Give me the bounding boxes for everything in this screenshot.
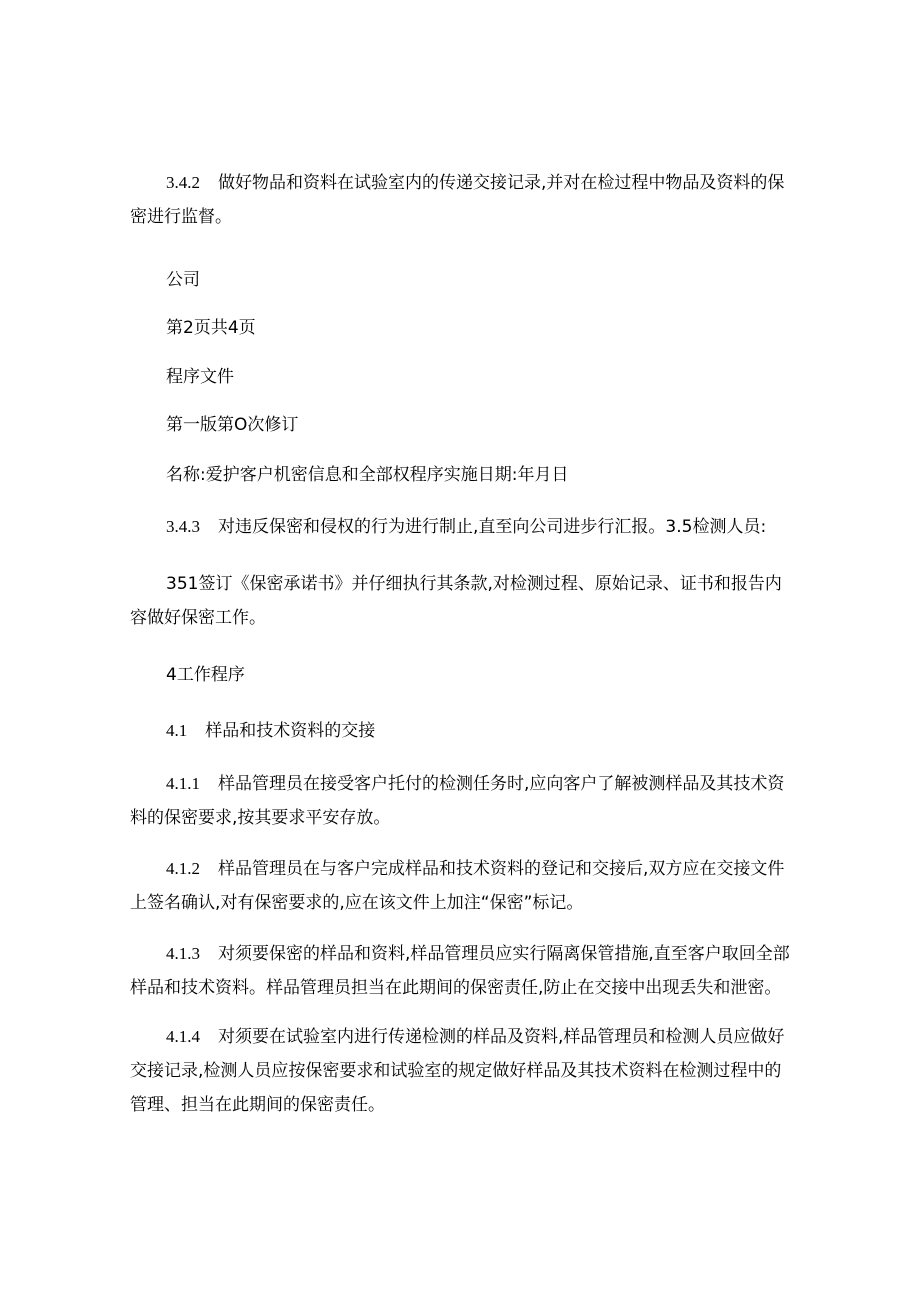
heading-4-1 xyxy=(130,714,790,748)
paragraph-text: 对须要保密的样品和资料,样品管理员应实行隔离保管措施,直至客户取回全部样品和技术资料。样品管理员担当在此期间的保密责任,防止在交接中出现丢失和泄密。 xyxy=(130,944,790,998)
paragraph-text: 4工作程序 xyxy=(166,665,245,685)
paragraph-text: 351签订《保密承诺书》并仔细执行其条款,对检测过程、原始记录、证书和报告内容做好保密工作。 xyxy=(130,574,782,628)
paragraph-3-5-1 xyxy=(130,567,790,635)
paragraph-text: 对违反保密和侵权的行为进行制止,直至向公司进步行汇报。3.5检测人员: xyxy=(218,517,767,537)
paragraph-text: 程序文件 xyxy=(166,367,234,387)
paragraph-4-1-1 xyxy=(130,767,790,835)
section-number: 4.1.4 xyxy=(166,1027,200,1046)
paragraph-text: 样品管理员在接受客户托付的检测任务时,应向客户了解被测样品及其技术资料的保密要求,按其要求平安存放。 xyxy=(130,774,785,828)
section-number: 4.1 xyxy=(166,721,188,740)
paragraph-text: 第2页共4页 xyxy=(166,318,256,338)
title-line xyxy=(130,458,790,492)
paragraph-text: 样品和技术资料的交接 xyxy=(205,721,376,741)
section-number: 4.1.1 xyxy=(166,774,200,793)
paragraph-text: 第一版第O次修订 xyxy=(166,415,299,435)
paragraph-4-1-2 xyxy=(130,852,790,920)
paragraph-3-4-2 xyxy=(130,166,790,234)
section-number: 4.1.3 xyxy=(166,944,200,963)
paragraph-text: 公司 xyxy=(166,270,200,290)
section-number: 4.1.2 xyxy=(166,859,200,878)
version-line xyxy=(130,408,790,442)
section-number: 3.4.2 xyxy=(166,173,200,192)
paragraph-text: 对须要在试验室内进行传递检测的样品及资料,样品管理员和检测人员应做好交接记录,检测人员应按保密要求和试验室的规定做好样品及其技术资料在检测过程中的管理、担当在此期间的保密责任。 xyxy=(130,1027,785,1115)
paragraph-text: 名称:爱护客户机密信息和全部权程序实施日期:年月日 xyxy=(166,465,569,485)
paragraph-4-1-3 xyxy=(130,937,790,1005)
company-label xyxy=(130,263,790,297)
paragraph-4-1-4 xyxy=(130,1020,790,1122)
heading-4 xyxy=(130,658,790,692)
section-number: 3.4.3 xyxy=(166,517,200,536)
paragraph-3-4-3 xyxy=(130,510,790,544)
paragraph-text: 样品管理员在与客户完成样品和技术资料的登记和交接后,双方应在交接文件上签名确认,对有保密要求的,应在该文件上加注“保密”标记。 xyxy=(130,859,785,913)
paragraph-text: 做好物品和资料在试验室内的传递交接记录,并对在检过程中物品及资料的保密进行监督。 xyxy=(130,173,785,227)
document-type xyxy=(130,360,790,394)
page-indicator xyxy=(130,311,790,345)
